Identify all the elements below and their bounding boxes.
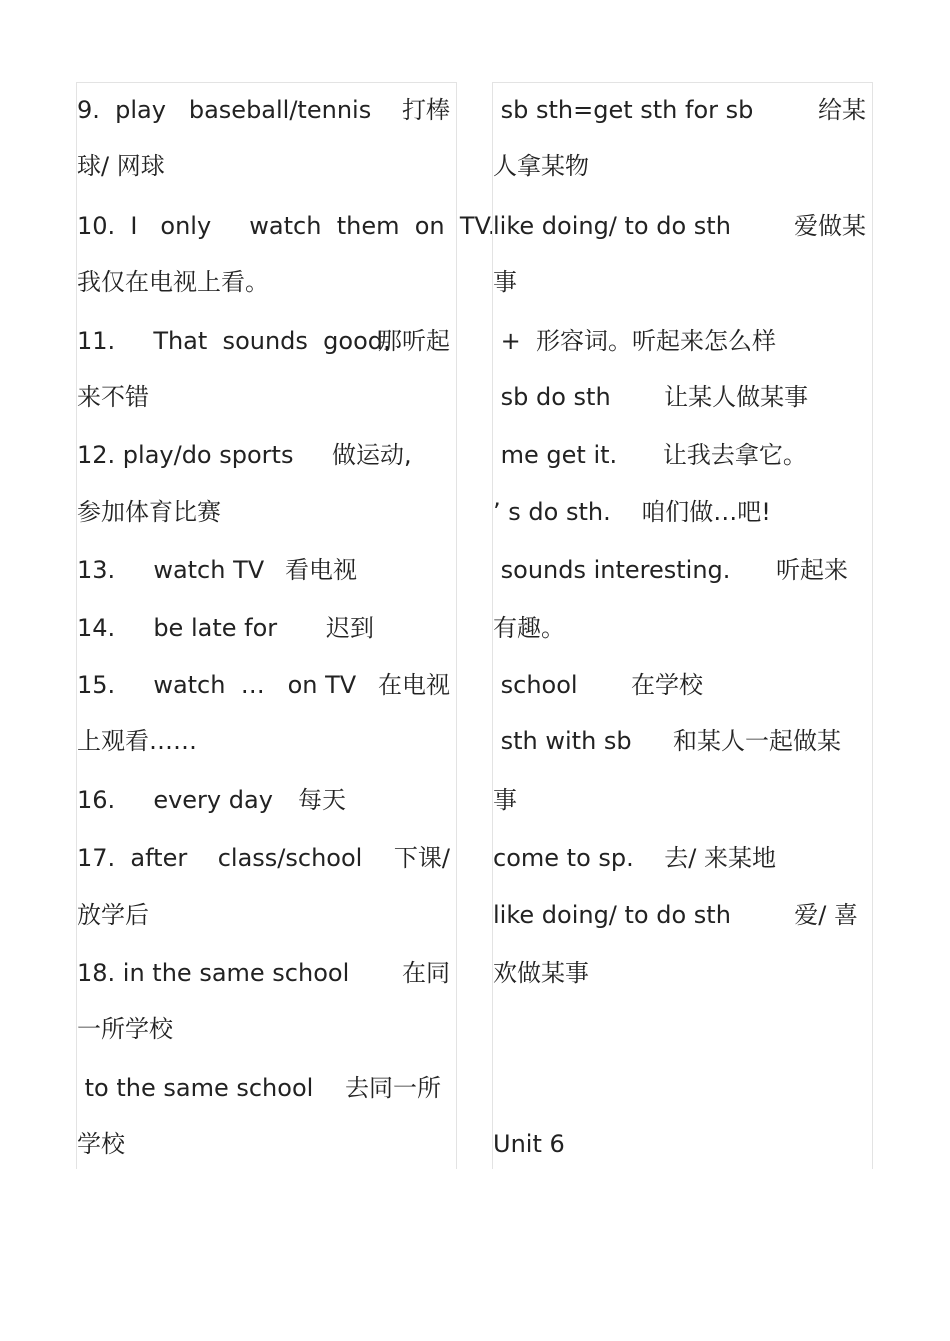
entry-continuation: 参加体育比赛 [77, 498, 221, 526]
entry-text: sb sth=get sth for sb [493, 96, 754, 124]
unit-heading: Unit 6 [493, 1130, 565, 1158]
entry-text: 12. play/do sports [77, 441, 294, 469]
entry-text: 16. every day [77, 786, 273, 814]
entry-continuation: 人拿某物 [493, 152, 589, 180]
entry-text: 11. That sounds good. [77, 327, 391, 355]
entry-translation: 打棒 [402, 96, 450, 124]
entry-continuation: 球/ 网球 [77, 152, 165, 180]
entry-text: school 在学校 [493, 671, 703, 699]
entry-translation: 去同一所 [345, 1074, 441, 1102]
entry-translation: 在同 [402, 959, 450, 987]
entry-continuation: 有趣。 [493, 614, 565, 642]
entry-text: like doing/ to do sth [493, 901, 731, 929]
entry-translation: 看电视 [285, 556, 357, 584]
entry-translation: 做运动, [332, 441, 412, 469]
entry-translation: 给某 [818, 96, 866, 124]
entry-translation: 下课/ [393, 844, 450, 872]
entry-text: 10. I only watch them on TV. [77, 212, 496, 240]
entry-text: 18. in the same school [77, 959, 350, 987]
entry-text: 14. be late for [77, 614, 278, 642]
entry-text: come to sp. 去/ 来某地 [493, 844, 776, 872]
entry-text: 13. watch TV [77, 556, 265, 584]
entry-text: me get it. 让我去拿它。 [493, 441, 807, 469]
entry-translation: 在电视 [378, 671, 450, 699]
left-column [76, 82, 496, 1169]
entry-translation: 那听起 [378, 327, 450, 355]
entry-text: 17. after class/school [77, 844, 363, 872]
entry-text: like doing/ to do sth [493, 212, 731, 240]
entry-translation: 爱做某 [794, 212, 866, 240]
entry-continuation: 放学后 [77, 901, 149, 929]
entry-text: + 形容词。听起来怎么样 [493, 327, 776, 355]
entry-continuation: 事 [493, 268, 517, 296]
entry-continuation: 一所学校 [77, 1015, 173, 1043]
entry-translation: 和某人一起做某 [673, 727, 841, 755]
entry-text: 9. play baseball/tennis [77, 96, 372, 124]
entry-continuation: 上观看…… [77, 727, 197, 755]
entry-translation: 迟到 [326, 614, 374, 642]
entry-continuation: 来不错 [77, 383, 149, 411]
entry-text: ’ s do sth. 咱们做…吧! [493, 498, 771, 526]
entry-continuation: 学校 [77, 1130, 125, 1158]
entry-continuation: 事 [493, 786, 517, 814]
entry-translation: 听起来 [776, 556, 848, 584]
entry-text: sb do sth 让某人做某事 [493, 383, 809, 411]
entry-translation: 爱/ 喜 [794, 901, 858, 929]
entry-translation: 每天 [298, 786, 346, 814]
right-column [492, 82, 873, 1169]
entry-continuation: 我仅在电视上看。 [77, 268, 269, 296]
entry-text: 15. watch … on TV [77, 671, 357, 699]
entry-text: sth with sb [493, 727, 632, 755]
entry-text: sounds interesting. [493, 556, 731, 584]
entry-continuation: 欢做某事 [493, 959, 589, 987]
entry-text: to the same school [77, 1074, 314, 1102]
